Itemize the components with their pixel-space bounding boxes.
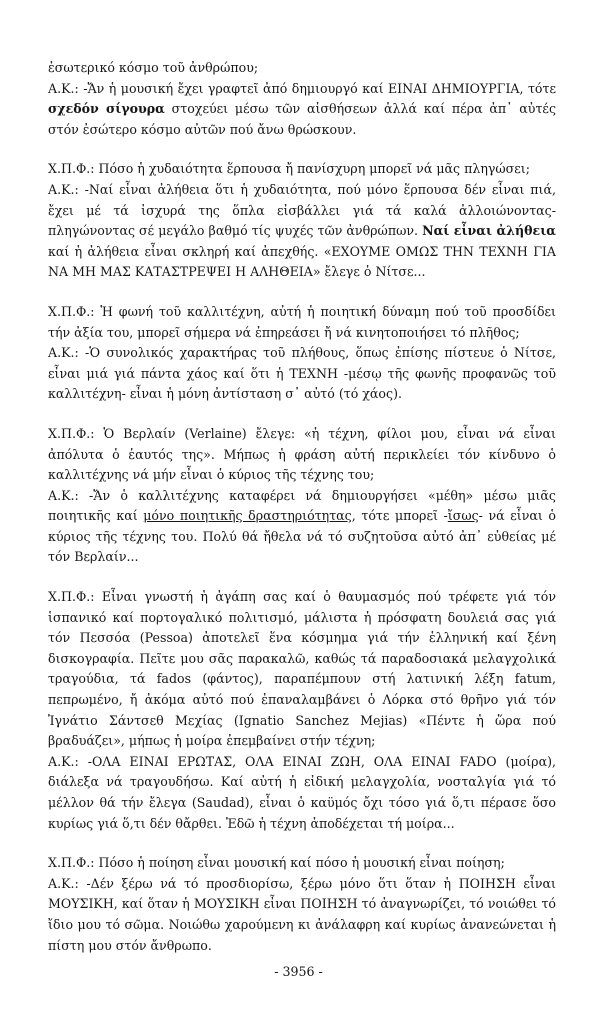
text-segment: Α.Κ.: -Δέν ξέρω νά τό προσδιορίσω, ξέρω μόνο ὅτι ὅταν ἡ ΠΟΙΗΣΗ εἶναι ΜΟΥΣΙΚΗ, καί ὅταν ἡ ΜΟΥΣΙΚΗ εἶναι ΠΟΙΗΣΗ τό ἀναγνωρίζει, τό νοιώθει τό ἴδιο μου τό σῶμα. Νοιώθω χαρούμενη κι ἀνάλαφρη καί κυρίως ἀνανεώνεται ἡ πίστη μου στόν ἄνθρωπο. [48, 875, 556, 953]
text-segment: , τότε μπορεῖ - [351, 508, 448, 524]
underlined-text: ἴσως [447, 508, 479, 524]
page-number: - 3956 - [274, 964, 323, 979]
text-segment: στοχεύει μέσω τῶν αἰσθήσεων ἀλλά καί πέρα ἀπ᾽ αὐτές στόν ἐσώτερο κόσμο αὐτῶν πού ἄνω θρώσκουν. [48, 101, 556, 137]
bold-text: Ναί εἶναι ἀλήθεια [422, 223, 556, 239]
block-spacer [48, 568, 556, 587]
text-segment: Χ.Π.Φ.: Ὁ Βερλαίν (Verlaine) ἔλεγε: «ἡ τέχνη, φίλοι μου, εἶναι νά εἶναι ἀπόλυτα ὁ ἑαυτός της». Μήπως ἡ φράση αὐτή περικλείει τόν κίνδυνο ὁ καλλιτέχνης νά μήν εἶναι ὁ κύριος τῆς τέχνης του; [48, 425, 556, 483]
text-segment: Α.Κ.: -Ναί εἶναι ἀλήθεια ὅτι ἡ χυδαιότητα, πού μόνο ἕρπουσα δέν εἶναι πιά, ἔχει μέ τά ἰσχυρά της ὅπλα εἰσβάλλει γιά τά καλά ἀλλοιώνοντας-πληγώνοντας σέ μεγάλο βαθμό τίς ψυχές τῶν ἀνθρώπων. [48, 181, 556, 239]
paragraph [48, 159, 556, 180]
text-segment: Α.Κ.: -Ἄν ὁ καλλιτέχνης καταφέρει νά δημιουργήσει «μέθη» μέσω μιᾶς ποιητικῆς καί [48, 487, 556, 524]
document-body [48, 58, 556, 956]
block-spacer [48, 405, 556, 424]
interview-block [48, 587, 556, 834]
text-segment: - νά εἶναι ὁ κύριος τῆς τέχνης του. Πολύ θά ἤθελα νά τό συζητοῦσα αὐτό ἀπ᾽ εὐθείας μέ τόν Βερλαίν... [48, 508, 557, 565]
text-segment: Χ.Π.Φ.: Εἶναι γνωστή ἡ ἀγάπη σας καί ὁ θαυμασμός πού τρέφετε γιά τόν ἱσπανικό καί πορτογαλικό πολιτισμό, μάλιστα ἡ πρόσφατη δουλειά σας γιά τόν Πεσσόα (Pessoa) ἀποτελεῖ ἕνα κόσμημα γιά τήν ἑλληνική καί ξένη δισκογραφία. Πεῖτε μου σᾶς παρακαλῶ, καθώς τά παραδοσιακά μελαγχολικά τραγούδια, τά fados (φάντος), παραπέμπουν στή λατινική λέξη fatum, πεπρωμένο, ἤ ἀκόμα αὐτό πού ἐπαναλαμβάνει ὁ Λόρκα στό θρῆνο γιά τόν Ἰγνάτιο Σάντσεθ Μεχίας (Ignatio Sanchez Mejias) «Πέντε ἡ ὥρα πού βραδυάζει», μήπως ἡ μοίρα ἐπεμβαίνει στήν τέχνη; [48, 589, 556, 749]
paragraph [48, 79, 556, 141]
paragraph [48, 343, 556, 405]
text-segment: καί ἡ ἀλήθεια εἶναι σκληρή καί ἀπεχθής. «ΕΧΟΥΜΕ ΟΜΩΣ ΤΗΝ ΤΕΧΝΗ ΓΙΑ ΝΑ ΜΗ ΜΑΣ ΚΑΤΑΣΤΡΕΨΕΙ Η ΑΛΗΘΕΙΑ» ἔλεγε ὁ Νίτσε... [48, 243, 556, 280]
text-segment: Χ.Π.Φ.: Πόσο ἡ ποίηση εἶναι μουσική καί πόσο ἡ μουσική εἶναι ποίηση; [48, 855, 505, 871]
paragraph [48, 874, 556, 956]
paragraph [48, 752, 556, 834]
paragraph [48, 424, 556, 486]
block-spacer [48, 140, 556, 159]
interview-block [48, 58, 556, 140]
text-segment: Α.Κ.: -ΟΛΑ ΕΙΝΑΙ ΕΡΩΤΑΣ, ΟΛΑ ΕΙΝΑΙ ΖΩΗ, ΟΛΑ ΕΙΝΑΙ FADO (μοίρα), διάλεξα νά τραγουδήσω. Καί αὐτή ἡ εἰδική μελαγχολία, νοσταλγία γιά τό μέλλον θά τήν ἔλεγα (Saudad), εἶναι ὁ καϋμός ὄχι τόσο γιά ὅ,τι πέρασε ὅσο κυρίως γιά ὅ,τι δέν θἄρθει. Ἐδῶ ἡ τέχνη ἀποδέχεται τή μοίρα... [48, 753, 556, 831]
paragraph [48, 58, 556, 79]
bold-text: σχεδόν σίγουρα [48, 101, 165, 117]
text-segment: Α.Κ.: -Ὁ συνολικός χαρακτήρας τοῦ πλήθους, ὅπως ἐπίσης πίστευε ὁ Νίτσε, εἶναι μιά γιά πάντα χάος καί ὅτι ἡ ΤΕΧΝΗ -μέσῳ τῆς φωνῆς προφανῶς τοῦ καλλιτέχνη- εἶναι ἡ μόνη ἀντίσταση σ᾽ αὐτό (τό χάος). [48, 345, 556, 402]
text-segment: Α.Κ.: -Ἄν ἡ μουσική ἔχει γραφτεῖ ἀπό δημιουργό καί ΕΙΝΑΙ ΔΗΜΙΟΥΡΓΙΑ, τότε [48, 80, 556, 96]
block-spacer [48, 834, 556, 853]
paragraph [48, 180, 556, 283]
block-spacer [48, 283, 556, 302]
paragraph [48, 302, 556, 343]
paragraph [48, 486, 556, 568]
paragraph [48, 853, 556, 874]
paragraph [48, 587, 556, 752]
text-segment: Χ.Π.Φ.: Ἡ φωνή τοῦ καλλιτέχνη, αὐτή ἡ ποιητική δύναμη πού τοῦ προσδίδει τήν ἀξία του, μπορεῖ σήμερα νά ἐπηρεάσει ἤ νά κινητοποιήσει τό πλῆθος; [48, 303, 556, 340]
interview-block [48, 853, 556, 956]
text-segment: ἐσωτερικό κόσμο τοῦ ἀνθρώπου; [48, 60, 259, 75]
interview-block [48, 159, 556, 283]
interview-block [48, 302, 556, 405]
interview-block [48, 424, 556, 568]
underlined-text: μόνο ποιητικῆς δραστηριότητας [143, 508, 352, 524]
text-segment: Χ.Π.Φ.: Πόσο ἡ χυδαιότητα ἕρπουσα ἤ πανίσχυρη μπορεῖ νά μᾶς πληγώσει; [48, 161, 530, 177]
